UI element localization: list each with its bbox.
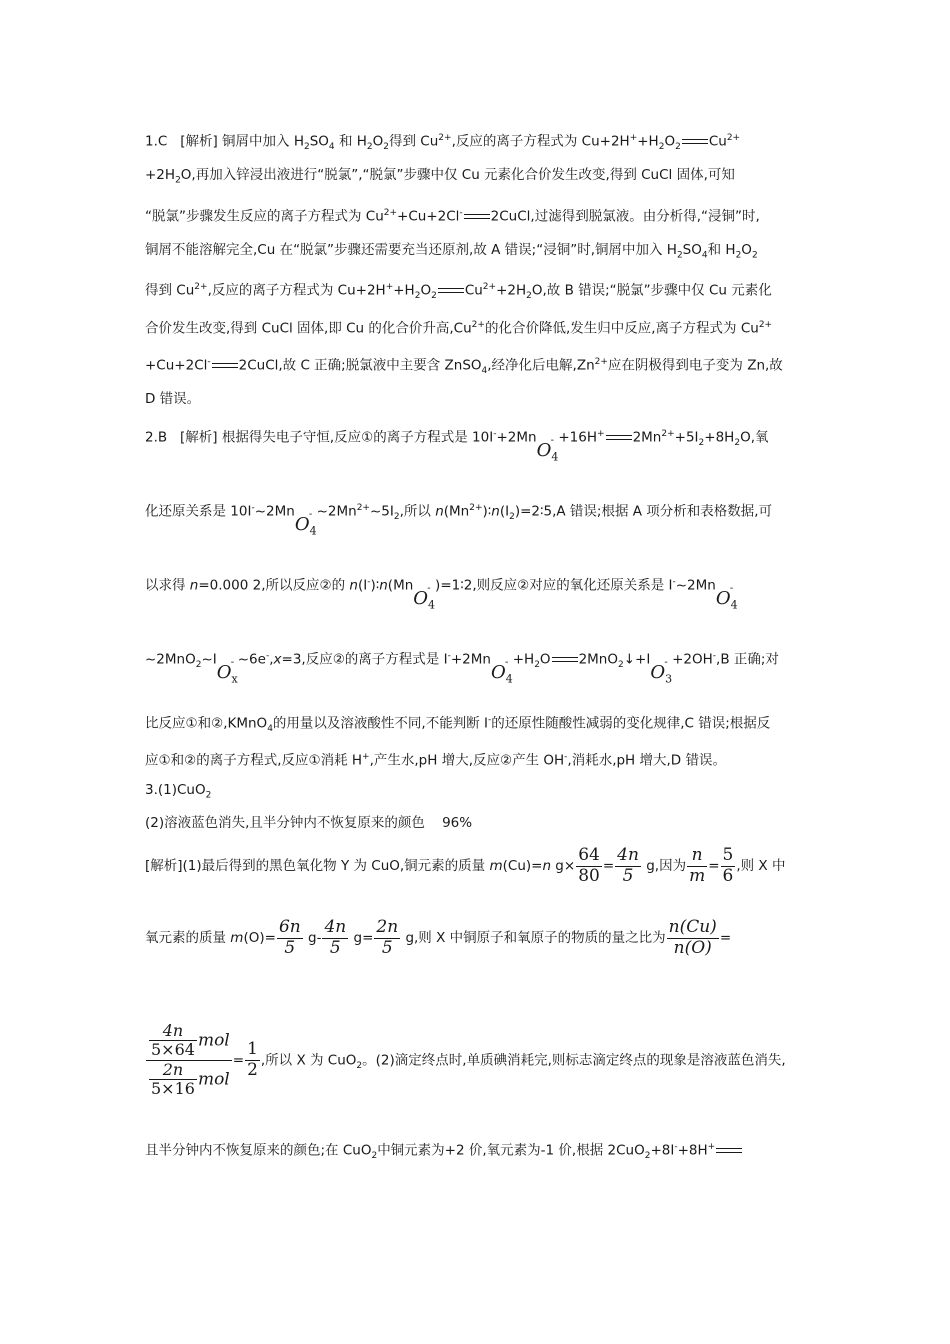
fraction: $\frac{5}{6}$ [722, 845, 734, 886]
p2-line-3: 以求得 n=0.000 2,所以反应②的 n(I-)∶n(MnO$_4$ - )=1∶2,则反应②对应的氧化还原关系是 I-~2MnO$_4$ - [145, 572, 738, 601]
iodate-ion: $O_x$ - [216, 656, 238, 686]
fraction: $\frac{n(Cu)}{n(O)}$ [668, 917, 717, 958]
p3-line-6: 且半分钟内不恢复原来的颜色;在 CuO$_2$中铜元素为+2 价,氧元素为-1 价,根据 2CuO$_2$+8I-+8H+ [145, 1137, 743, 1166]
p3-line-4: 氧元素的质量 m(O)= $\frac{6n}{5}$ g- $\frac{4n}{5}$ g= $\frac{2n}{5}$ g,则 X 中铜原子和氧原子的物质的量之比为 $\frac{n(Cu)}{n(O)}$ = [145, 917, 732, 958]
iodate-ion: $O_3$ - [650, 656, 673, 686]
analysis-tag: [解析] [180, 429, 218, 446]
equals-sign [606, 435, 632, 440]
permanganate-ion: $O_4$ - [490, 656, 513, 686]
p2-line-1: 2.B [解析] 根据得失电子守恒,反应①的离子方程式是 10I-+2MnO$_4$ - +16H+ $2Mn^{2+}+5I_2+8H_2O$,氧 [145, 424, 768, 453]
p2-line-4: $\sim 2MnO_2\sim IO_x$ - ~6e-,x=3,反应②的离子方程式是 I-+2MnO$_4$ - $+H_2O$ $2MnO_2↓+IO_3$ - +2OH-,B 正确;对 [145, 646, 779, 675]
answer-number: 1.C [145, 133, 168, 150]
p1-line-4: 铜屑不能溶解完全,Cu 在“脱氯”步骤还需要充当还原剂,故 A 错误;“浸铜”时,铜屑中加入 $H_2SO_4$和 $H_2O_2$ [145, 242, 758, 261]
p3-line-3: [解析](1)最后得到的黑色氧化物 Y 为 CuO,铜元素的质量 m(Cu)=n g× $\frac{64}{80}$ = $\frac{4n}{5}$ g,因为 $\frac{n}{m}$ = $\frac{5}{6}$ ,则 X 中 [145, 845, 786, 886]
p2-line-2: 化还原关系是 10I-~2MnO$_4$ - $\sim 2Mn^{2+}\sim 5I_2$,所以 $n(Mn^{2+})∶n(I_2)=2∶5,A$ 错误;根据 A 项分析和表格数据,可 [145, 498, 772, 527]
fraction: $\frac{6n}{5}$ [278, 917, 301, 958]
fraction: $\frac{4n}{5}$ [617, 845, 639, 886]
fraction: $\frac{1}{2}$ [247, 1039, 258, 1080]
p1-line-1: 1.C [解析] 铜屑中加入 $H_2SO_4$ 和 $H_2O_2$得到 $Cu^{2+}$,反应的离子方程式为 $Cu+2H^++H_2O_2$ $Cu^{2+}$ [145, 133, 741, 153]
p1-line-5: 得到 $Cu^{2+}$,反应的离子方程式为 $Cu+2H^++H_2O_2$ $Cu^{2+}+2H_2O$,故 B 错误;“脱氯”步骤中仅 Cu 元素化 [145, 282, 772, 302]
permanganate-ion: $O_4$ - [715, 582, 738, 612]
equals-sign [552, 657, 578, 662]
p2-line-5: 比反应①和②,KMnO$_4$的用量以及溶液酸性不同,不能判断 I-的还原性随酸性减弱的变化规律,C 错误;根据反 [145, 715, 771, 735]
equals-sign [682, 139, 708, 144]
permanganate-ion: $O_4$ - [294, 508, 317, 538]
p1-line-8: D 错误。 [145, 391, 201, 407]
fraction: $\frac{2n}{5}$ [376, 917, 399, 958]
equals-sign [212, 363, 238, 368]
fraction: $\frac{4n}{5}$ [324, 917, 347, 958]
compound-fraction: $\frac{4n}{5\times 64}$ mol $\frac{2n}{5\times 16}$ mol [146, 1022, 232, 1099]
equals-sign [438, 288, 464, 293]
fraction: $\frac{64}{80}$ [578, 845, 600, 886]
p1-line-3: “脱氯”步骤发生反应的离子方程式为 $Cu^{2+}+Cu+2Cl^-$ 2CuCl,过滤得到脱氯液。由分析得,“浸铜”时, [145, 208, 760, 225]
permanganate-ion: $O_4$ - [536, 434, 559, 464]
p1-line-2: $+2H_2O$,再加入锌浸出液进行“脱氯”,“脱氯”步骤中仅 Cu 元素化合价发生改变,得到 CuCl 固体,可知 [145, 167, 735, 186]
permanganate-ion: $O_4$ - [413, 582, 436, 612]
answer-number: 2.B [145, 429, 168, 446]
fraction: $\frac{n}{m}$ [689, 845, 706, 886]
p1-line-7: +Cu+2Cl- 2CuCl,故 C 正确;脱氯液中主要含 ZnSO$_4$,经净化后电解$,Zn^{2+}$应在阴极得到电子变为 Zn,故 [145, 357, 783, 377]
analysis-tag: [解析] [180, 133, 218, 150]
p3-line-1: 3.(1)CuO$_2$ [145, 782, 212, 801]
p3-line-5: $\frac{4n}{5\times 64}$ mol $\frac{2n}{5\times 16}$ mol = $\frac{1}{2}$ ,所以 X 为 CuO$_2$。(2)滴定终点时,单质碘消耗完,则标志滴定终点的现象是溶液蓝色消失, [145, 1022, 786, 1099]
p3-line-2: (2)溶液蓝色消失,且半分钟内不恢复原来的颜色 96% [145, 815, 473, 831]
equals-sign [464, 214, 490, 219]
equals-sign [716, 1148, 742, 1153]
p2-line-6: 应①和②的离子方程式,反应①消耗 H+,产生水,pH 增大,反应②产生 OH-,消耗水,pH 增大,D 错误。 [145, 752, 726, 769]
p1-line-6: 合价发生改变,得到 CuCl 固体,即 Cu 的化合价升高$,Cu^{2+}$的化合价降低,发生归中反应,离子方程式为 $Cu^{2+}$ [145, 320, 773, 337]
